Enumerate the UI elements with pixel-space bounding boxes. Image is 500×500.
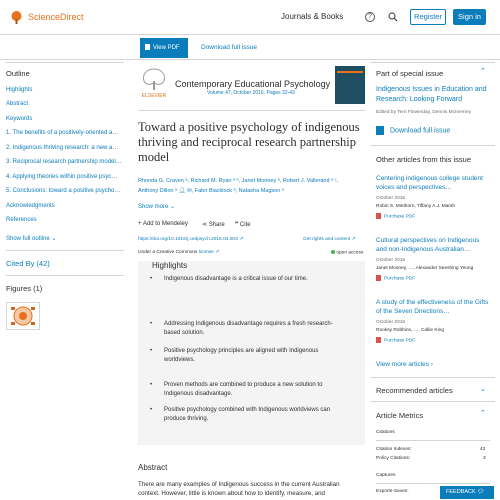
outline-item-section-4[interactable]: 4. Applying theories within positive psyc… xyxy=(6,174,118,180)
download-full-issue-link[interactable]: Download full issue xyxy=(201,44,258,51)
elsevier-tree-icon xyxy=(138,67,170,91)
exports-saves-label: Exports-Saves: xyxy=(376,489,409,494)
open-access-label: open access xyxy=(336,250,364,256)
person-icon[interactable]: 👤︎ xyxy=(178,188,186,194)
pdf-icon xyxy=(145,44,150,50)
cite-label: Cite xyxy=(239,222,251,228)
share-label: Share xyxy=(208,222,225,228)
divider xyxy=(6,275,124,276)
divider xyxy=(370,377,495,378)
open-access-badge xyxy=(331,250,363,255)
special-issue-heading: Part of special issue xyxy=(376,69,444,78)
highlight-text: Positive psychology principles are aligned with Indigenous worldviews. xyxy=(164,348,319,363)
pdf-icon xyxy=(376,213,381,219)
purchase-pdf-link[interactable] xyxy=(376,275,491,281)
other-article-title[interactable]: Cultural perspectives on Indigenous and non-Indigenous Australian… xyxy=(376,237,480,253)
authors-list xyxy=(138,176,368,196)
show-more-label: Show more xyxy=(138,204,169,210)
other-article-item xyxy=(376,236,491,281)
figure-thumbnail-graphic xyxy=(7,303,39,329)
purchase-pdf-label: Purchase PDF xyxy=(384,338,416,344)
abstract-line-2: context. However, little is known about how to identify, measure, and xyxy=(138,490,325,497)
outline-item-keywords[interactable]: Keywords xyxy=(6,116,33,122)
doi-link[interactable]: https://doi.org/10.1016/j.cedpsych.2016.04.003 ↗ xyxy=(138,237,244,242)
sign-in-button[interactable]: Sign in xyxy=(453,9,486,25)
elsevier-logo[interactable] xyxy=(138,67,170,99)
view-more-articles-link[interactable] xyxy=(376,360,433,369)
show-full-outline-label: Show full outline xyxy=(6,236,50,242)
purchase-pdf-label: Purchase PDF xyxy=(384,214,416,220)
outline-item-references[interactable]: References xyxy=(6,217,37,223)
chevron-up-icon[interactable]: ⌃ xyxy=(480,410,486,417)
other-article-date: October 2016 xyxy=(376,320,406,325)
journals-books-link[interactable]: Journals & Books xyxy=(281,12,344,21)
add-to-mendeley-label: Add to Mendeley xyxy=(142,221,188,227)
journal-cover-image[interactable] xyxy=(335,66,365,104)
divider xyxy=(6,250,124,251)
download-full-issue-button[interactable] xyxy=(376,126,450,135)
abstract-line-1: There are many examples of Indigenous success in the current Australian xyxy=(138,481,340,488)
help-icon[interactable]: ? xyxy=(365,12,375,22)
search-icon[interactable] xyxy=(388,12,398,22)
authors-line-1[interactable]: Rhonda G. Craven ᵃ, Richard M. Ryan ᵃ ᵇ, Janet Mooney ᵃ, Robert J. Vallerand ᵃ ᶜ, xyxy=(138,178,339,184)
other-article-title[interactable]: Centering indigenous college student voices and perspectives… xyxy=(376,175,483,191)
feedback-button[interactable] xyxy=(440,486,494,499)
outline-item-section-1[interactable]: 1. The benefits of a positively-oriented a… xyxy=(6,130,119,136)
outline-heading: Outline xyxy=(6,69,30,78)
authors-line-2-rest[interactable]: Fabri Blacklock ᵃ, Natasha Magson ᵃ xyxy=(194,188,284,194)
elsevier-tree-logo[interactable] xyxy=(9,10,24,25)
pdf-icon xyxy=(376,126,384,135)
authors-line-2: Anthony Dillon ᵃ 👤︎ ✉, Fabri Blacklock ᵃ, Natasha Magson ᵃ xyxy=(138,188,284,194)
other-article-date: October 2016 xyxy=(376,258,406,263)
show-full-outline-link[interactable] xyxy=(6,235,56,242)
open-access-dot-icon xyxy=(331,250,335,254)
chat-icon: 💬︎ xyxy=(477,489,485,495)
chevron-down-icon: ⌄ xyxy=(51,236,57,242)
email-icon[interactable]: ✉ xyxy=(187,188,192,194)
divider xyxy=(376,483,490,484)
article-metrics-heading: Article Metrics xyxy=(376,411,424,420)
policy-citations-label: Policy Citations: xyxy=(376,456,411,461)
license-line xyxy=(138,250,219,255)
plus-icon: + xyxy=(138,221,142,227)
outline-item-section-2[interactable]: 2. Indigenous thriving research: a new a… xyxy=(6,145,119,151)
quote-icon: ❞ xyxy=(235,222,239,228)
chevron-down-icon[interactable]: ⌄ xyxy=(480,386,486,393)
download-full-issue-label: Download full issue xyxy=(390,127,451,135)
view-pdf-label: View PDF xyxy=(153,45,180,51)
other-article-authors: Rooksy Robbins, …, Callie King xyxy=(376,328,444,333)
chevron-up-icon[interactable]: ⌃ xyxy=(480,68,486,75)
highlight-text: Addressing Indigenous disadvantage requires a fresh research-based solution. xyxy=(164,321,333,336)
external-link-icon: ↗ xyxy=(215,250,220,255)
license-link[interactable]: license xyxy=(198,250,214,255)
outline-item-acknowledgments[interactable]: Acknowledgments xyxy=(6,203,55,209)
highlights-heading: Highlights xyxy=(152,261,188,270)
other-articles-heading: Other articles from this issue xyxy=(376,155,472,164)
figures-heading: Figures (1) xyxy=(6,284,43,293)
article-title: Toward a positive psychology of indigenous thriving and reciprocal research partnership model xyxy=(138,120,360,164)
rights-link[interactable]: Get rights and content ↗ xyxy=(303,237,356,242)
other-article-title[interactable]: A study of the effectiveness of the Gifts of the Seven Directions… xyxy=(376,299,489,315)
divider xyxy=(6,62,124,63)
special-issue-link[interactable]: Indigenous Issues in Education and Research: Looking Forward xyxy=(376,86,487,103)
feedback-label: FEEDBACK xyxy=(446,489,476,495)
publisher-name: ELSEVIER xyxy=(141,93,167,99)
register-button[interactable]: Register xyxy=(410,9,446,25)
volume-info[interactable]: Volume 47, October 2016, Pages 32-43 xyxy=(207,90,295,96)
citation-indexes-value: 42 xyxy=(480,447,486,452)
view-more-label: View more articles xyxy=(376,361,429,368)
show-more-button[interactable] xyxy=(138,203,175,210)
share-button[interactable] xyxy=(202,221,225,228)
doi-label: https://doi.org/10.1016/j.cedpsych.2016.04.003 xyxy=(138,237,238,242)
pdf-icon xyxy=(376,337,381,343)
purchase-pdf-label: Purchase PDF xyxy=(384,276,416,282)
rights-label: Get rights and content xyxy=(303,237,351,242)
outline-item-highlights[interactable]: Highlights xyxy=(6,87,33,93)
chevron-down-icon: ⌄ xyxy=(170,204,176,210)
other-article-date: October 2016 xyxy=(376,196,406,201)
brand-name[interactable]: ScienceDirect xyxy=(28,12,84,22)
add-to-mendeley-button[interactable] xyxy=(138,221,188,227)
other-article-item xyxy=(376,298,491,343)
abstract-heading: Abstract xyxy=(138,463,168,472)
figure-1-thumbnail[interactable] xyxy=(6,302,40,330)
share-icon: ⋖ xyxy=(202,222,208,228)
author-anthony-dillon[interactable]: Anthony Dillon ᵃ xyxy=(138,188,178,194)
outline-item-section-3[interactable]: 3. Reciprocal research partnership model… xyxy=(6,159,122,165)
highlight-text: Indigenous disadvantage is a critical issue of our time. xyxy=(164,276,308,282)
chevron-right-icon: › xyxy=(430,361,433,368)
journal-title[interactable]: Contemporary Educational Psychology xyxy=(175,79,331,89)
divider xyxy=(138,110,365,111)
divider xyxy=(370,145,495,146)
purchase-pdf-link[interactable] xyxy=(376,337,491,343)
highlight-text: Positive psychology combined with Indigenous worldviews can produce thriving. xyxy=(164,407,331,422)
cite-button[interactable] xyxy=(235,221,251,228)
outline-item-abstract[interactable]: Abstract xyxy=(6,101,29,107)
outline-item-section-5[interactable]: 5. Conclusions: toward a positive psycho… xyxy=(6,188,121,194)
highlight-text: Proven methods are combined to produce a new solution to Indigenous disadvantage. xyxy=(164,382,323,397)
other-article-authors: Robin S. Minthorn, Tiffany A.J. Marsh xyxy=(376,204,456,209)
view-pdf-button[interactable] xyxy=(140,38,188,58)
special-issue-editors: Edited by Terri Flowerday, Dennis McInerney xyxy=(376,110,472,115)
purchase-pdf-link[interactable] xyxy=(376,213,491,219)
abstract-text xyxy=(138,480,378,498)
cited-by-link[interactable]: Cited By (42) xyxy=(6,259,50,268)
citation-indexes-label: Citation Indexes: xyxy=(376,447,412,452)
citations-label: Citations xyxy=(376,430,395,435)
other-article-authors: Janet Mooney, …, Alexander Seeshing Yeung xyxy=(376,266,474,271)
policy-citations-value: 3 xyxy=(483,456,486,461)
divider xyxy=(370,62,495,63)
other-article-item xyxy=(376,174,491,219)
pdf-icon xyxy=(376,275,381,281)
recommended-articles-heading[interactable]: Recommended articles xyxy=(376,386,453,395)
divider xyxy=(370,401,495,402)
captures-label: Captures xyxy=(376,473,396,478)
divider xyxy=(376,440,490,441)
cover-stripe xyxy=(337,71,363,73)
license-prefix: Under a Creative Commons xyxy=(138,250,198,255)
